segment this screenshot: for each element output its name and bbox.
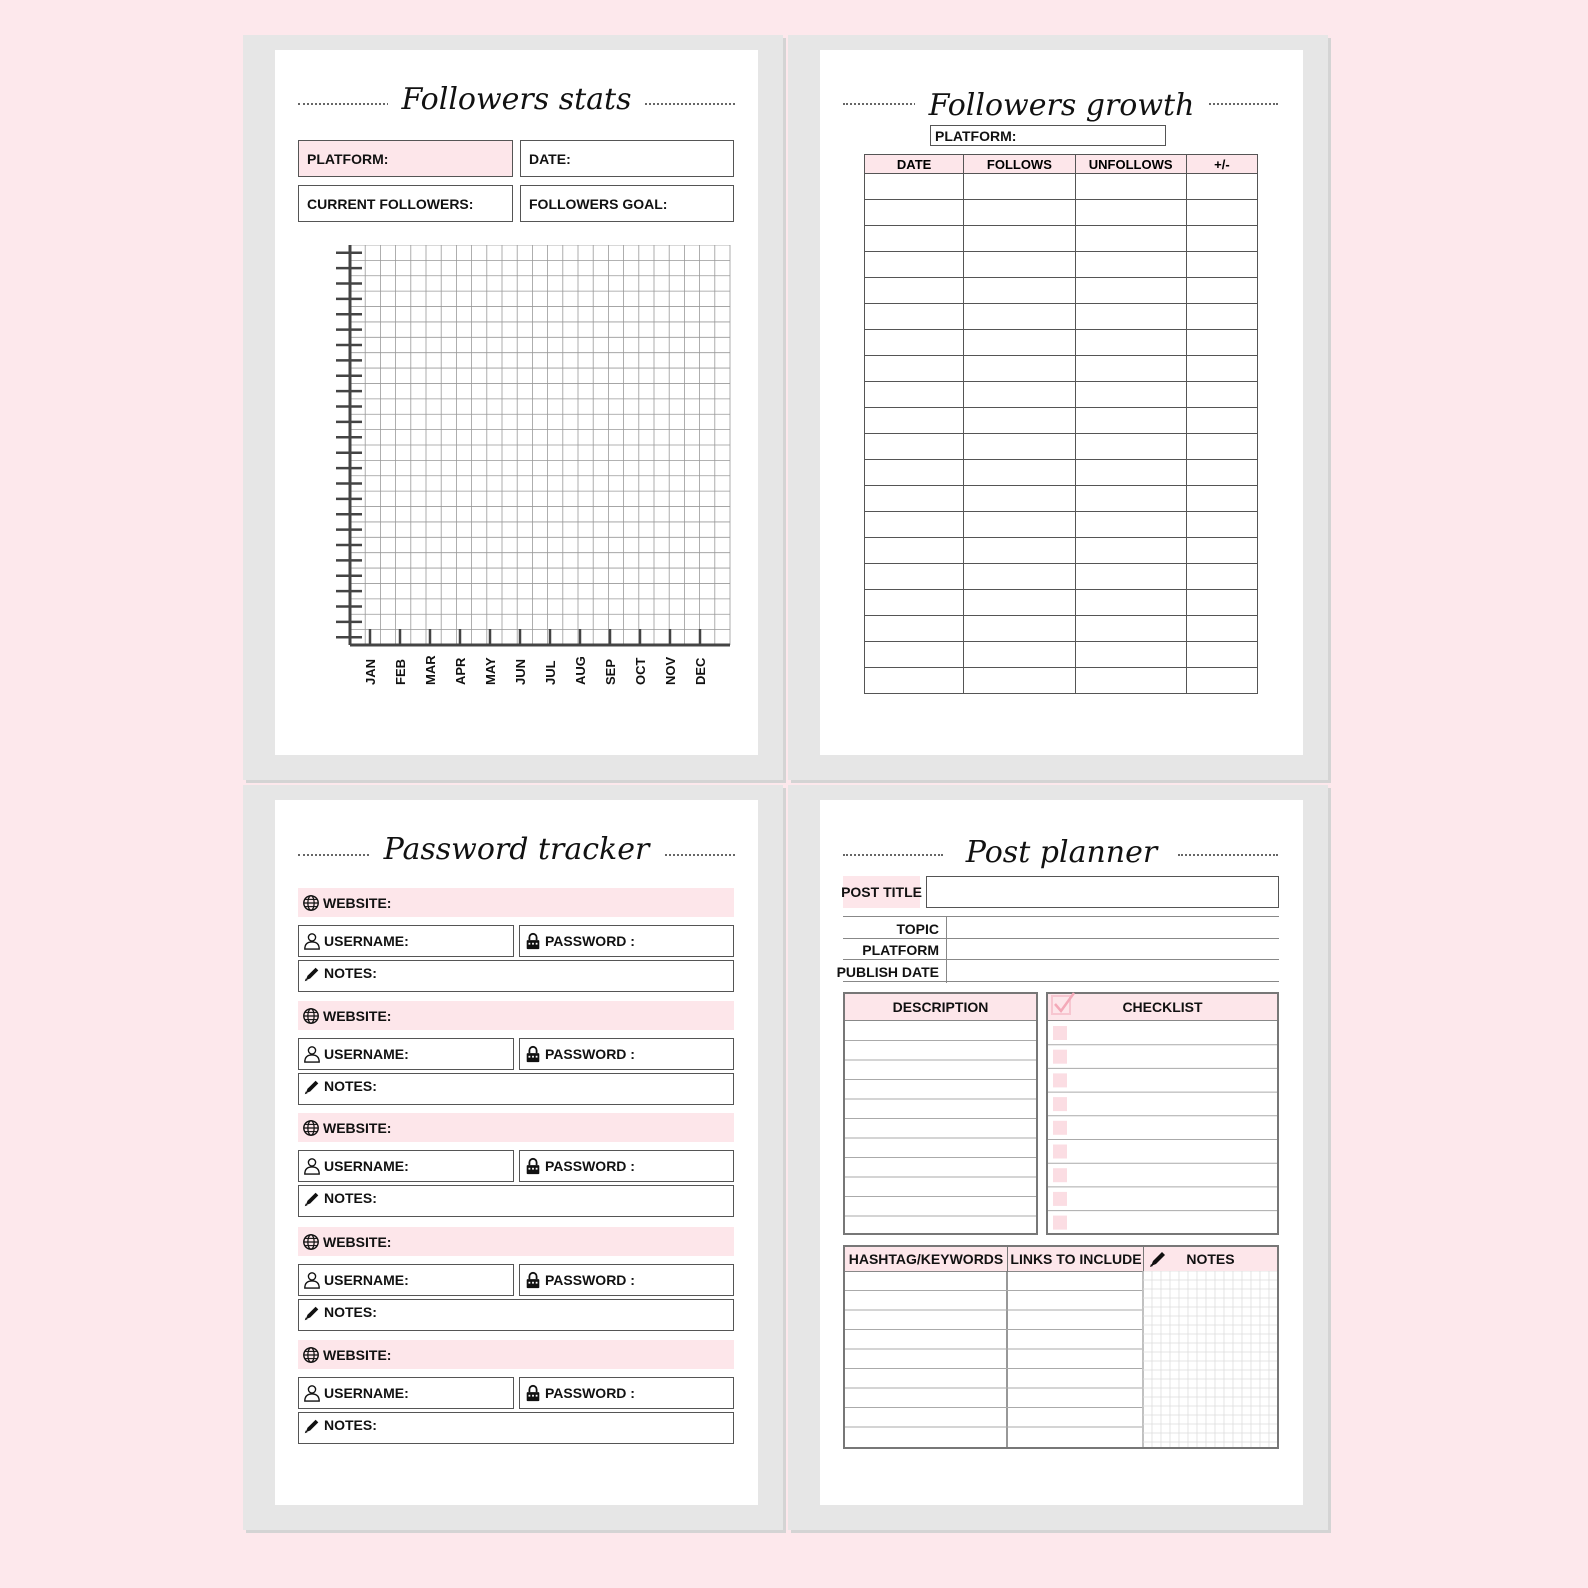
pencil-icon [303,1190,321,1208]
table-cell[interactable] [964,668,1075,694]
globe-icon [302,1346,320,1364]
table-cell[interactable] [1186,512,1257,538]
followers-goal-label: FOLLOWERS GOAL: [529,195,668,212]
date-field[interactable] [520,140,734,177]
checklist-lines [1048,1021,1277,1234]
table-cell[interactable] [865,564,964,590]
globe-icon [302,1233,320,1251]
platform-label: PLATFORM: [307,150,389,167]
table-cell[interactable] [1075,590,1186,616]
password-label: PASSWORD : [545,1046,635,1062]
lock-icon [524,1157,542,1175]
table-cell[interactable] [964,304,1075,330]
links-header: LINKS TO INCLUDE [1007,1247,1144,1272]
col-date: DATE [865,155,964,174]
table-row[interactable] [865,460,1258,486]
user-icon [303,1271,321,1289]
table-cell[interactable] [1075,174,1186,200]
table-cell[interactable] [1075,200,1186,226]
lock-icon [524,1045,542,1063]
checklist-label: CHECKLIST [1122,999,1203,1015]
table-row[interactable] [865,486,1258,512]
password-label: PASSWORD : [545,933,635,949]
password-field[interactable] [519,1264,734,1296]
pencil-icon [303,1417,321,1435]
table-cell[interactable] [964,538,1075,564]
description-box[interactable] [843,992,1038,1235]
user-icon [303,1157,321,1175]
website-label: WEBSITE: [323,1346,392,1363]
checkbox[interactable] [1053,1097,1067,1111]
table-cell[interactable] [865,408,964,434]
notes-label: NOTES: [324,965,377,981]
table-cell[interactable] [964,642,1075,668]
notes-header: NOTES [1143,1247,1277,1271]
month-label: OCT [633,657,648,685]
username-label: USERNAME: [324,1158,409,1174]
table-cell[interactable] [1075,668,1186,694]
notes-field[interactable] [298,960,734,992]
page-post-planner [820,800,1303,1505]
password-field[interactable] [519,1377,734,1409]
table-cell[interactable] [964,356,1075,382]
table-cell[interactable] [1075,356,1186,382]
user-icon [303,932,321,950]
notes-label: NOTES: [324,1190,377,1206]
username-label: USERNAME: [324,1272,409,1288]
table-cell[interactable] [865,252,964,278]
table-row[interactable] [865,174,1258,200]
table-cell[interactable] [1075,642,1186,668]
checkbox[interactable] [1053,1121,1067,1135]
password-field[interactable] [519,1038,734,1070]
post-meta-table[interactable] [836,916,1279,983]
table-cell[interactable] [865,304,964,330]
username-field[interactable] [298,1377,514,1409]
checklist-box[interactable] [1046,992,1279,1235]
table-row[interactable] [865,590,1258,616]
password-label: PASSWORD : [545,1385,635,1401]
table-cell[interactable] [865,278,964,304]
website-field[interactable] [298,1001,734,1030]
username-field[interactable] [298,1038,514,1070]
globe-icon [302,1119,320,1137]
table-cell[interactable] [865,226,964,252]
table-cell[interactable] [865,434,964,460]
table-cell[interactable] [1186,460,1257,486]
table-cell[interactable] [964,382,1075,408]
pencil-icon [303,1078,321,1096]
table-cell[interactable] [1075,486,1186,512]
table-cell[interactable] [865,330,964,356]
month-label: SEP [603,658,618,685]
table-cell[interactable] [865,512,964,538]
date-label: DATE: [529,150,571,167]
notes-label: NOTES: [324,1078,377,1094]
table-cell[interactable] [1075,382,1186,408]
notes-field[interactable] [298,1073,734,1105]
description-lines [845,1021,1036,1234]
username-label: USERNAME: [324,1385,409,1401]
table-cell[interactable] [964,408,1075,434]
table-cell[interactable] [1075,408,1186,434]
bottom-lines[interactable] [845,1271,1277,1447]
table-cell[interactable] [1075,434,1186,460]
table-cell[interactable] [1186,304,1257,330]
page-title: Followers stats [275,82,758,117]
table-cell[interactable] [1075,252,1186,278]
table-cell[interactable] [1075,564,1186,590]
month-label: APR [453,657,468,685]
month-label: FEB [393,659,408,685]
checkbox[interactable] [1053,1050,1067,1064]
checkbox[interactable] [1053,1192,1067,1206]
current-followers-field[interactable] [298,185,513,222]
page-title: Password tracker [275,832,758,867]
topic-label: TOPIC [896,921,939,937]
platform-field[interactable] [930,125,1166,146]
table-cell[interactable] [1186,408,1257,434]
user-icon [303,1045,321,1063]
username-label: USERNAME: [324,1046,409,1062]
checkbox[interactable] [1053,1073,1067,1087]
table-row[interactable] [865,200,1258,226]
website-field[interactable] [298,1340,734,1369]
pencil-icon [303,965,321,983]
table-cell[interactable] [865,668,964,694]
website-field[interactable] [298,1113,734,1142]
table-cell[interactable] [964,226,1075,252]
password-label: PASSWORD : [545,1272,635,1288]
table-cell[interactable] [1186,330,1257,356]
password-field[interactable] [519,1150,734,1182]
table-row[interactable] [865,564,1258,590]
table-row[interactable] [865,408,1258,434]
platform-label: PLATFORM: [935,127,1017,144]
notes-field[interactable] [298,1185,734,1217]
table-cell[interactable] [964,434,1075,460]
notes-field[interactable] [298,1412,734,1444]
username-field[interactable] [298,925,514,957]
table-cell[interactable] [1075,512,1186,538]
user-icon [303,1384,321,1402]
month-label: JUL [543,660,558,685]
table-cell[interactable] [964,330,1075,356]
checkbox[interactable] [1053,1216,1067,1230]
table-cell[interactable] [1075,304,1186,330]
hashtag-header: HASHTAG/KEYWORDS [845,1247,1007,1272]
col-unfollows: UNFOLLOWS [1075,155,1186,174]
website-label: WEBSITE: [323,1233,392,1250]
check-icon [1050,990,1076,1021]
table-cell[interactable] [1075,538,1186,564]
table-cell[interactable] [865,590,964,616]
table-cell[interactable] [1186,616,1257,642]
table-cell[interactable] [1186,174,1257,200]
username-field[interactable] [298,1264,514,1296]
table-cell[interactable] [964,486,1075,512]
table-row[interactable] [865,434,1258,460]
lock-icon [524,932,542,950]
table-row[interactable] [865,512,1258,538]
table-cell[interactable] [1186,668,1257,694]
table-cell[interactable] [964,590,1075,616]
month-label: NOV [663,656,678,685]
followers-goal-field[interactable] [520,185,734,222]
page-followers-growth [820,50,1303,755]
table-cell[interactable] [865,486,964,512]
table-row[interactable] [865,616,1258,642]
password-label: PASSWORD : [545,1158,635,1174]
table-cell[interactable] [1186,564,1257,590]
notes-label: NOTES: [324,1417,377,1433]
table-cell[interactable] [865,538,964,564]
table-row[interactable] [865,304,1258,330]
table-cell[interactable] [865,200,964,226]
globe-icon [302,894,320,912]
website-field[interactable] [298,1227,734,1256]
table-row[interactable] [865,226,1258,252]
table-cell[interactable] [1075,460,1186,486]
page-password-tracker [275,800,758,1505]
table-cell[interactable] [1075,330,1186,356]
table-cell[interactable] [964,616,1075,642]
month-label: AUG [573,656,588,685]
month-label: MAY [483,657,498,685]
table-row[interactable] [865,538,1258,564]
notes-field[interactable] [298,1299,734,1331]
table-cell[interactable] [1186,642,1257,668]
table-cell[interactable] [865,356,964,382]
username-field[interactable] [298,1150,514,1182]
table-cell[interactable] [1186,252,1257,278]
description-label: DESCRIPTION [892,999,989,1015]
website-field[interactable] [298,888,734,917]
username-label: USERNAME: [324,933,409,949]
password-field[interactable] [519,925,734,957]
month-label: JAN [363,658,378,685]
table-cell[interactable] [1186,538,1257,564]
table-cell[interactable] [1186,382,1257,408]
table-cell[interactable] [1186,434,1257,460]
page-title: Post planner [820,835,1303,870]
table-cell[interactable] [1186,226,1257,252]
table-cell[interactable] [964,460,1075,486]
notes-label: NOTES: [324,1304,377,1320]
month-label: JUN [513,658,528,685]
lock-icon [524,1384,542,1402]
table-cell[interactable] [1186,200,1257,226]
pencil-icon [303,1304,321,1322]
website-label: WEBSITE: [323,1119,392,1136]
publish-date-label: PUBLISH DATE [836,964,939,980]
table-row[interactable] [865,252,1258,278]
globe-icon [302,1007,320,1025]
followers-graph-grid[interactable] [330,245,735,695]
table-cell[interactable] [1075,616,1186,642]
post-title-input[interactable] [926,876,1279,908]
table-row[interactable] [865,330,1258,356]
website-label: WEBSITE: [323,1007,392,1024]
table-cell[interactable] [964,512,1075,538]
month-label: DEC [693,657,708,685]
table-cell[interactable] [964,278,1075,304]
checkbox[interactable] [1053,1145,1067,1159]
table-cell[interactable] [964,252,1075,278]
growth-table[interactable] [864,154,1258,694]
table-cell[interactable] [964,200,1075,226]
month-label: MAR [423,655,438,685]
table-cell[interactable] [1075,226,1186,252]
table-row[interactable] [865,356,1258,382]
table-cell[interactable] [865,460,964,486]
page-followers-stats [275,50,758,755]
table-cell[interactable] [964,564,1075,590]
lock-icon [524,1271,542,1289]
platform-field[interactable] [298,140,513,177]
table-cell[interactable] [1186,278,1257,304]
table-row[interactable] [865,642,1258,668]
table-row[interactable] [865,382,1258,408]
website-label: WEBSITE: [323,894,392,911]
page-title: Followers growth [820,88,1303,123]
col-diff: +/- [1186,155,1257,174]
checkbox[interactable] [1053,1026,1067,1040]
table-cell[interactable] [865,616,964,642]
checkbox[interactable] [1053,1168,1067,1182]
table-cell[interactable] [1186,356,1257,382]
table-row[interactable] [865,278,1258,304]
platform-label: PLATFORM [862,942,939,958]
current-followers-label: CURRENT FOLLOWERS: [307,195,474,212]
col-follows: FOLLOWS [964,155,1075,174]
table-cell[interactable] [1186,486,1257,512]
table-row[interactable] [865,668,1258,694]
table-cell[interactable] [865,174,964,200]
table-cell[interactable] [865,642,964,668]
table-cell[interactable] [1186,590,1257,616]
table-cell[interactable] [865,382,964,408]
post-title-label: POST TITLE [843,876,920,908]
bottom-section [843,1245,1279,1449]
table-cell[interactable] [964,174,1075,200]
table-cell[interactable] [1075,278,1186,304]
